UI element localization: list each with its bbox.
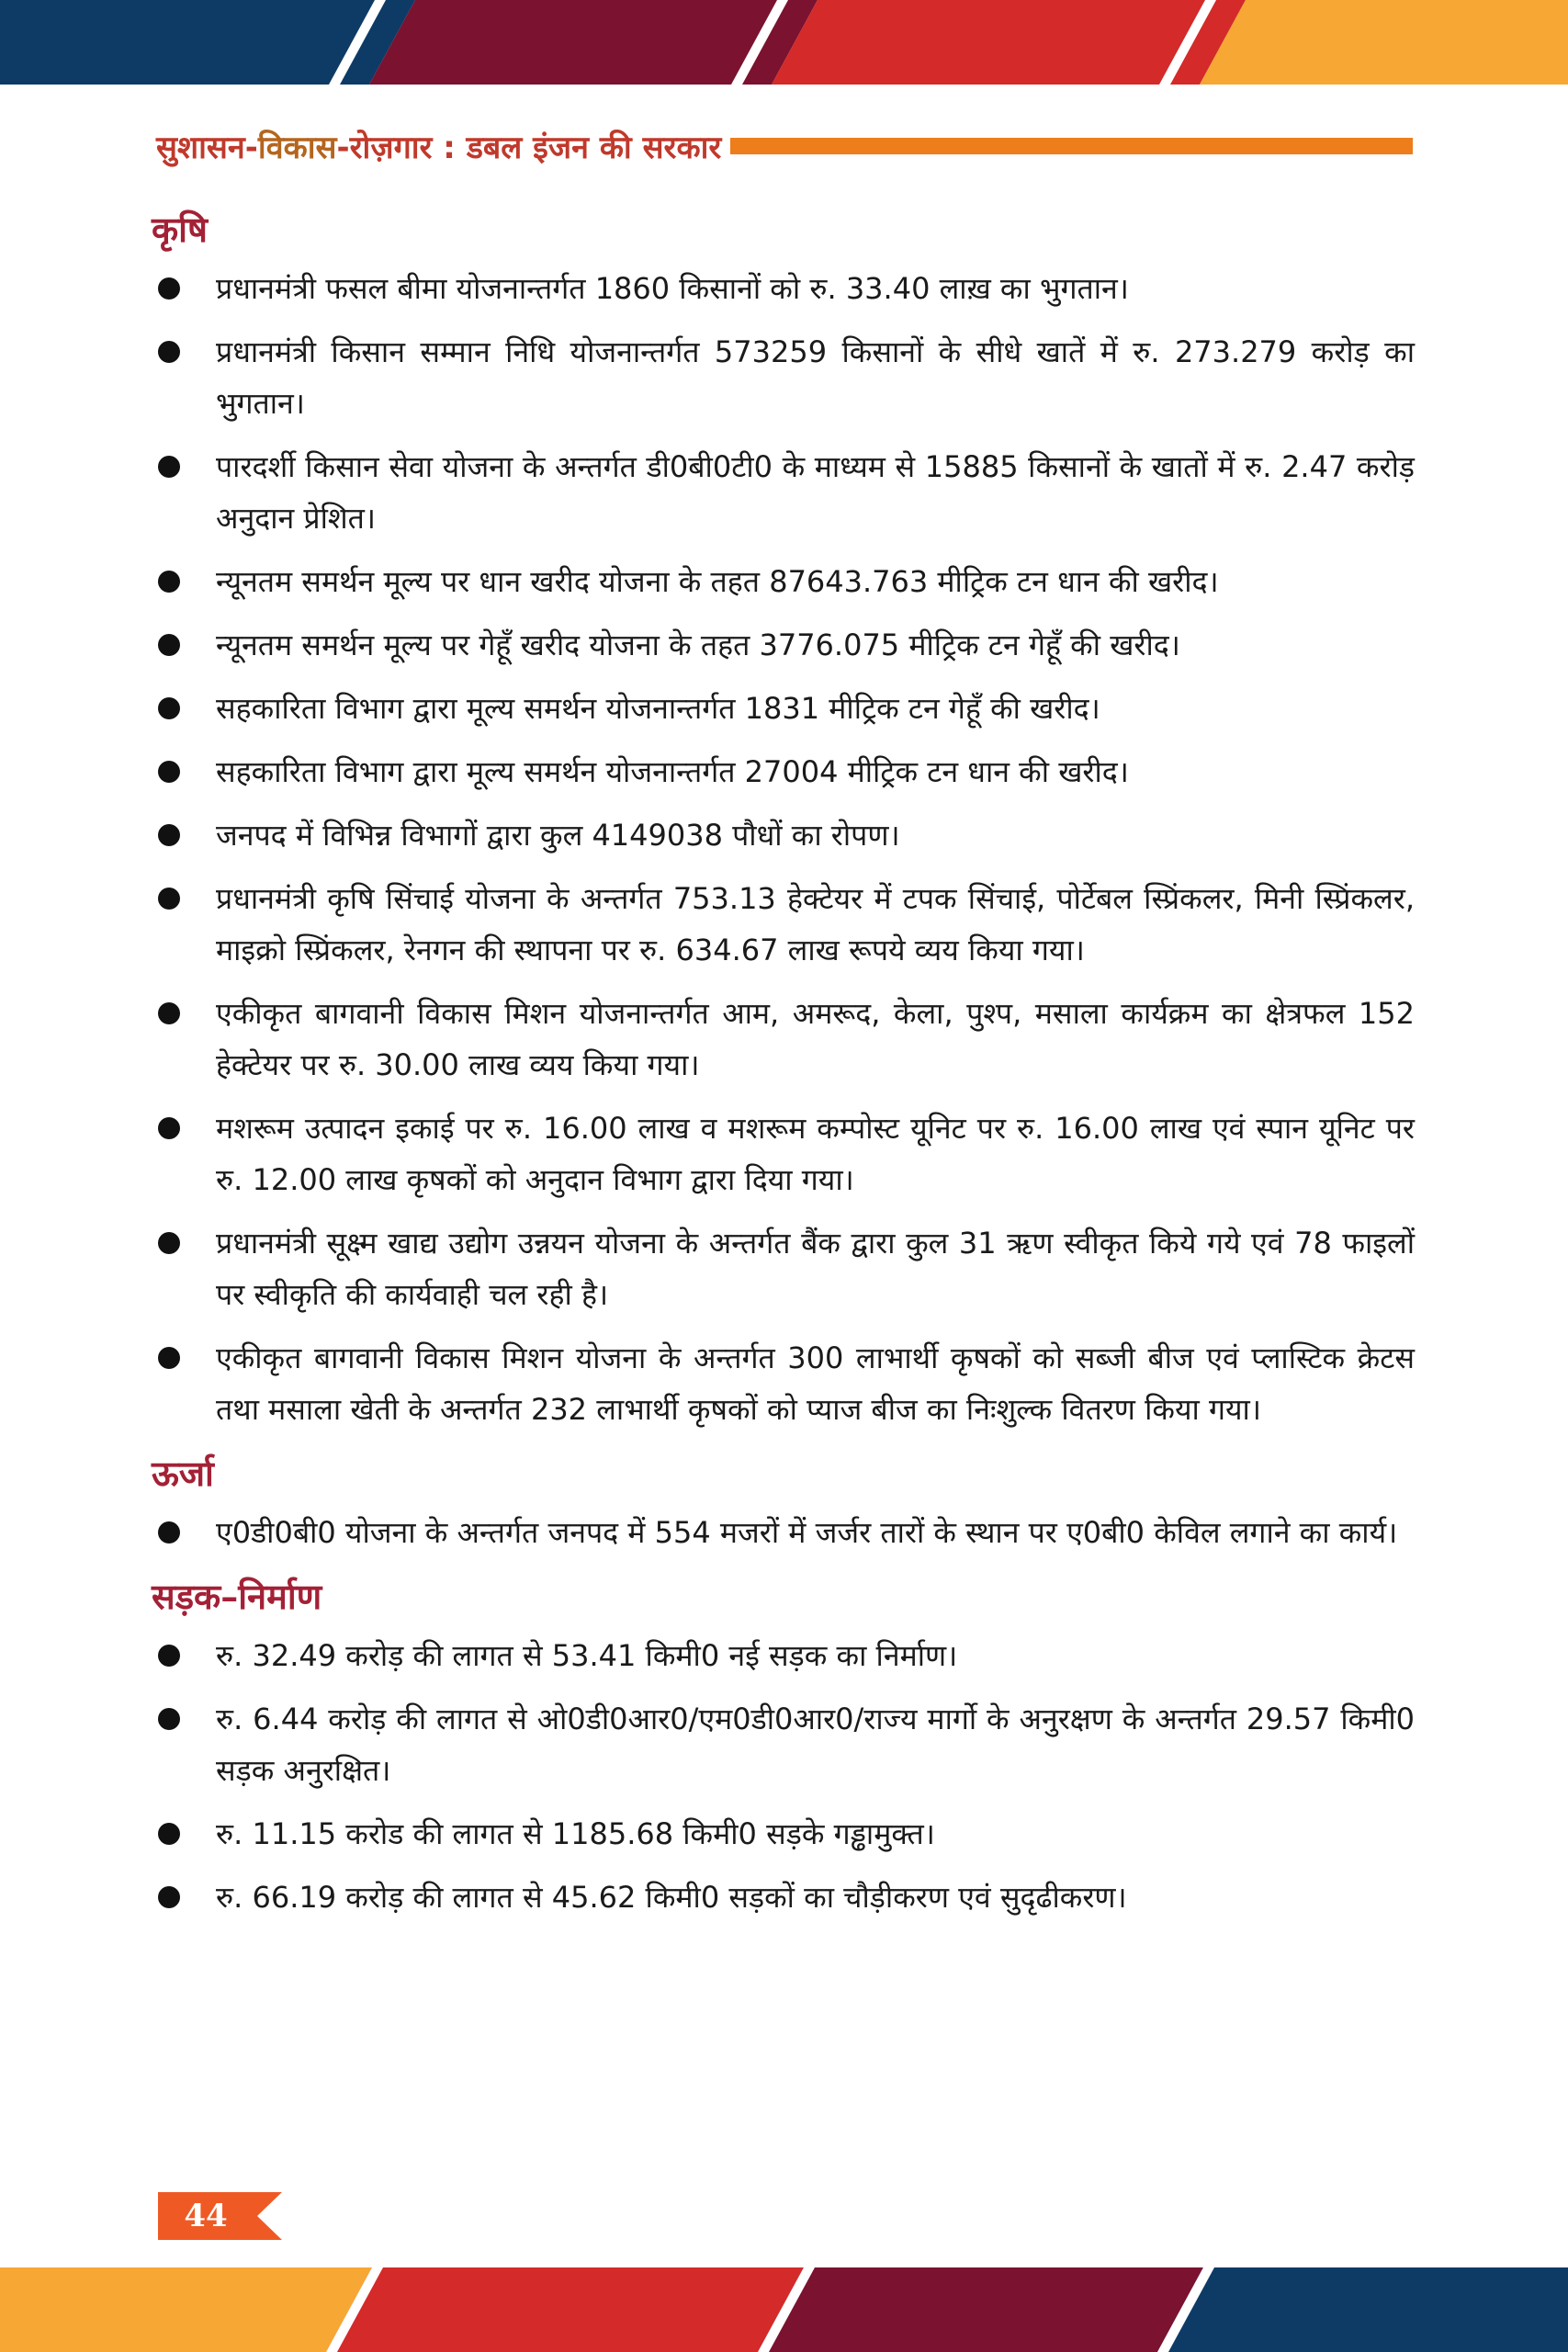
list-item: रु. 11.15 करोड की लागत से 1185.68 किमी0 सड़के गड्ढामुक्त।: [152, 1808, 1415, 1860]
list-item: रु. 32.49 करोड़ की लागत से 53.41 किमी0 नई सड़क का निर्माण।: [152, 1630, 1415, 1681]
main-content: [152, 204, 1415, 1936]
section-energy: [152, 1448, 1415, 1558]
list-item: पारदर्शी किसान सेवा योजना के अन्तर्गत डी0बी0टी0 के माध्यम से 15885 किसानों के खातों में रु. 2.47 करोड़ अनुदान प्रेशित।: [152, 441, 1415, 544]
header-title-part2: विकास: [257, 130, 337, 166]
agriculture-list: [152, 263, 1415, 1435]
section-road-construction: [152, 1571, 1415, 1923]
list-item: एकीकृत बागवानी विकास मिशन योजना के अन्तर्गत 300 लाभार्थी कृषकों को सब्जी बीज एवं प्लास्टिक क्रेटस तथा मसाला खेती के अन्तर्गत 232 लाभार्थी कृषकों को प्याज बीज का निःशुल्क वितरण किया गया।: [152, 1332, 1415, 1435]
list-item: प्रधानमंत्री सूक्ष्म खाद्य उद्योग उन्नयन योजना के अन्तर्गत बैंक द्वारा कुल 31 ऋण स्वीकृत किये गये एवं 78 फाइलों पर स्वीकृति की कार्यवाही चल रही है।: [152, 1217, 1415, 1320]
top-color-band: [0, 0, 1568, 85]
header-title-part3: -रोज़गार : डबल इंजन की सरकार: [336, 130, 722, 166]
list-item: रु. 66.19 करोड़ की लागत से 45.62 किमी0 सड़कों का चौड़ीकरण एवं सुदृढीकरण।: [152, 1871, 1415, 1923]
energy-list: [152, 1507, 1415, 1558]
list-item: जनपद में विभिन्न विभागों द्वारा कुल 4149038 पौधों का रोपण।: [152, 809, 1415, 861]
section-title-road-construction: सड़क–निर्माण: [152, 1576, 322, 1617]
page-number: 44: [184, 2198, 228, 2234]
list-item: रु. 6.44 करोड़ की लागत से ओ0डी0आर0/एम0डी0आर0/राज्य मार्गो के अनुरक्षण के अन्तर्गत 29.57 किमी0 सड़क अनुरक्षित।: [152, 1693, 1415, 1796]
list-item: सहकारिता विभाग द्वारा मूल्य समर्थन योजनान्तर्गत 1831 मीट्रिक टन गेहूँ की खरीद।: [152, 683, 1415, 734]
bottom-color-band: [0, 2267, 1568, 2352]
list-item: एकीकृत बागवानी विकास मिशन योजनान्तर्गत आम, अमरूद, केला, पुश्प, मसाला कार्यक्रम का क्षेत्रफल 152 हेक्टेयर पर रु. 30.00 लाख व्यय किया गया।: [152, 988, 1415, 1091]
list-item: प्रधानमंत्री फसल बीमा योजनान्तर्गत 1860 किसानों को रु. 33.40 लाख़ का भुगतान।: [152, 263, 1415, 314]
list-item: सहकारिता विभाग द्वारा मूल्य समर्थन योजनान्तर्गत 27004 मीट्रिक टन धान की खरीद।: [152, 746, 1415, 797]
list-item: मशरूम उत्पादन इकाई पर रु. 16.00 लाख व मशरूम कम्पोस्ट यूनिट पर रु. 16.00 लाख एवं स्पान यूनिट पर रु. 12.00 लाख कृषकों को अनुदान विभाग द्वारा दिया गया।: [152, 1102, 1415, 1205]
road-construction-list: [152, 1630, 1415, 1923]
list-item: ए0डी0बी0 योजना के अन्तर्गत जनपद में 554 मजरों में जर्जर तारों के स्थान पर ए0बी0 केविल लगाने का कार्य।: [152, 1507, 1415, 1558]
list-item: प्रधानमंत्री किसान सम्मान निधि योजनान्तर्गत 573259 किसानों के सीधे खातें में रु. 273.279 करोड़ का भुगतान।: [152, 326, 1415, 429]
list-item: न्यूनतम समर्थन मूल्य पर गेहूँ खरीद योजना के तहत 3776.075 मीट्रिक टन गेहूँ की खरीद।: [152, 619, 1415, 671]
section-title-energy: ऊर्जा: [152, 1453, 214, 1494]
list-item: प्रधानमंत्री कृषि सिंचाई योजना के अन्तर्गत 753.13 हेक्टेयर में टपक सिंचाई, पोर्टेबल स्प्रिंकलर, मिनी स्प्रिंकलर, माइक्रो स्प्रिंकलर, रेनगन की स्थापना पर रु. 634.67 लाख रूपये व्यय किया गया।: [152, 873, 1415, 976]
list-item: न्यूनतम समर्थन मूल्य पर धान खरीद योजना के तहत 87643.763 मीट्रिक टन धान की खरीद।: [152, 556, 1415, 607]
section-title-agriculture: कृषि: [152, 209, 208, 250]
page-header-title: [156, 125, 721, 167]
header-rule: [730, 138, 1413, 154]
page-number-tab: [158, 2192, 282, 2240]
section-agriculture: [152, 204, 1415, 1435]
header-title-part1: सुशासन-: [156, 130, 258, 166]
